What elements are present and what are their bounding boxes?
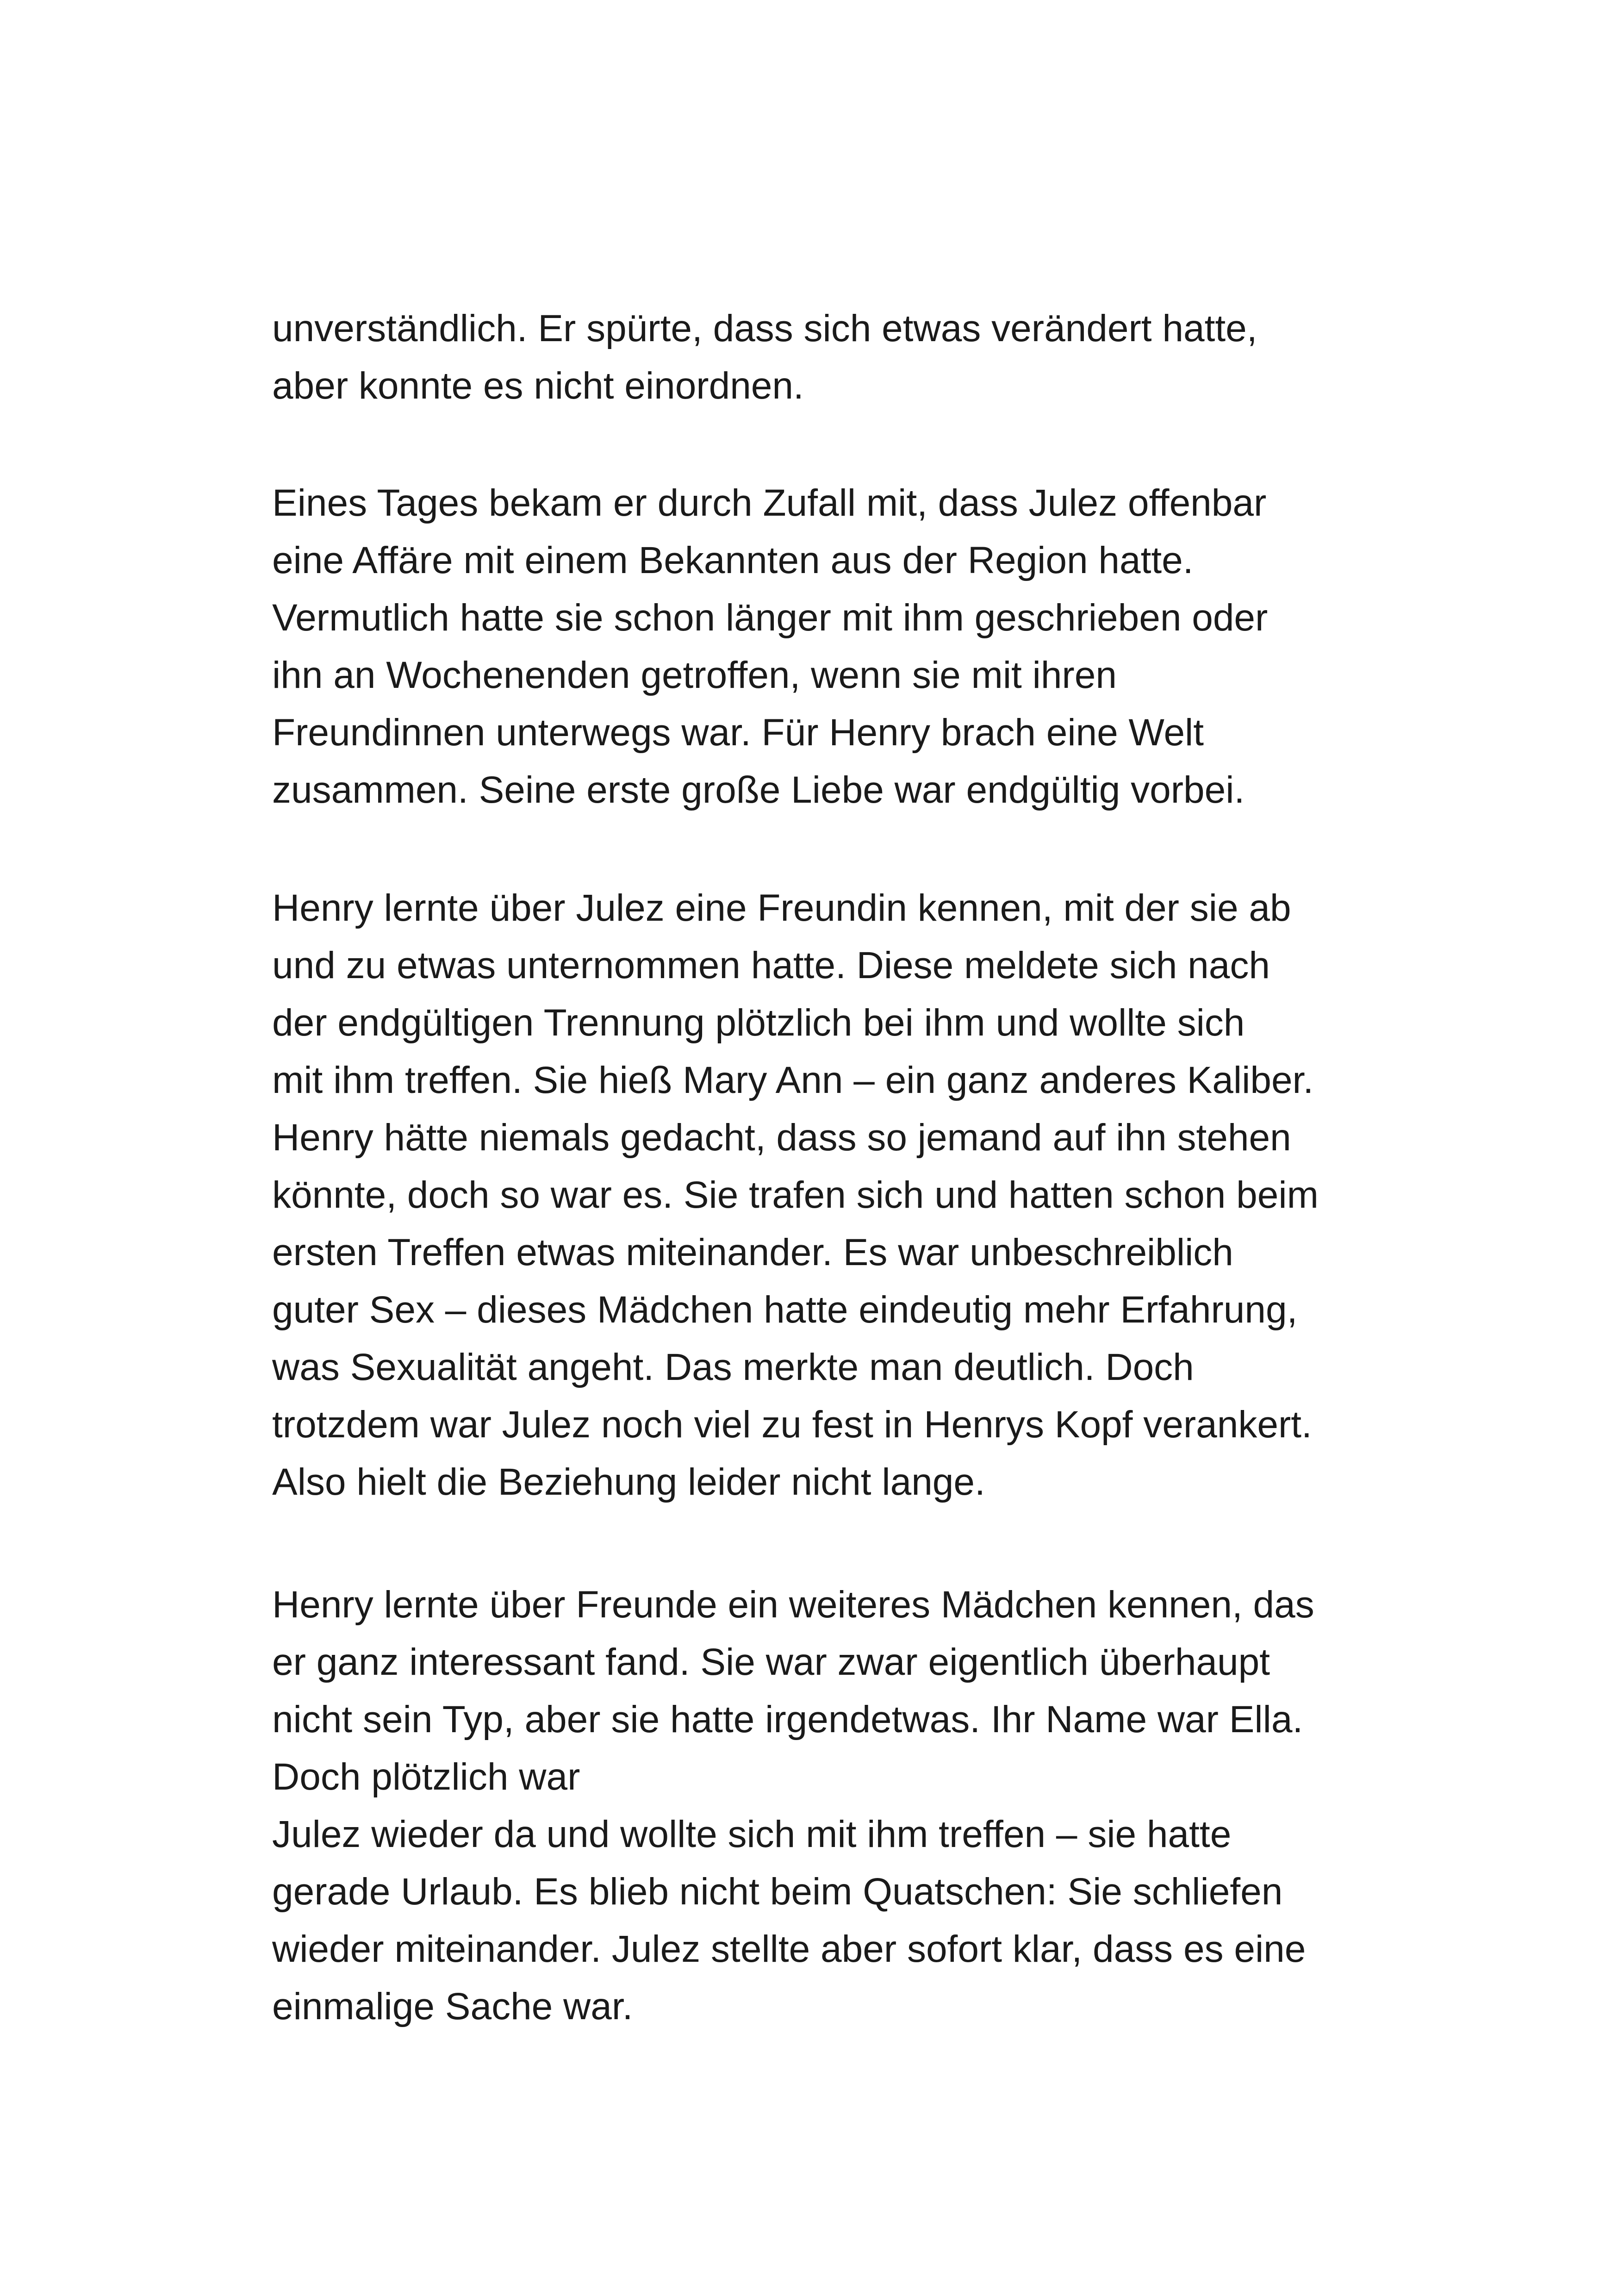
paragraph-1 xyxy=(272,300,1392,415)
text-line: eine Affäre mit einem Bekannten aus der Region hatte. xyxy=(272,539,1194,581)
paragraph-3 xyxy=(272,880,1392,1511)
text-line: und zu etwas unternommen hatte. Diese meldete sich nach xyxy=(272,944,1270,986)
text-line: Doch plötzlich war xyxy=(272,1756,580,1798)
text-line: nicht sein Typ, aber sie hatte irgendetwas. Ihr Name war Ella. xyxy=(272,1698,1303,1741)
text-line: Henry lernte über Julez eine Freundin kennen, mit der sie ab xyxy=(272,887,1291,929)
text-line: guter Sex – dieses Mädchen hatte eindeutig mehr Erfahrung, xyxy=(272,1289,1298,1331)
paragraph-4 xyxy=(272,1576,1392,2035)
text-line: mit ihm treffen. Sie hieß Mary Ann – ein ganz anderes Kaliber. xyxy=(272,1059,1314,1101)
text-line: Also hielt die Beziehung leider nicht lange. xyxy=(272,1461,985,1503)
text-line: er ganz interessant fand. Sie war zwar eigentlich überhaupt xyxy=(272,1641,1270,1683)
text-line: Henry hätte niemals gedacht, dass so jemand auf ihn stehen xyxy=(272,1117,1291,1159)
text-line: einmalige Sache war. xyxy=(272,1985,633,2028)
text-line: der endgültigen Trennung plötzlich bei ihm und wollte sich xyxy=(272,1002,1245,1044)
text-line: ihn an Wochenenden getroffen, wenn sie mit ihren xyxy=(272,654,1117,696)
text-line: Eines Tages bekam er durch Zufall mit, dass Julez offenbar xyxy=(272,482,1267,524)
text-line: Henry lernte über Freunde ein weiteres Mädchen kennen, das xyxy=(272,1584,1314,1626)
text-line: wieder miteinander. Julez stellte aber sofort klar, dass es eine xyxy=(272,1928,1306,1970)
text-line: zusammen. Seine erste große Liebe war endgültig vorbei. xyxy=(272,769,1245,811)
text-line: Vermutlich hatte sie schon länger mit ihm geschrieben oder xyxy=(272,597,1268,639)
paragraph-2 xyxy=(272,474,1392,819)
text-line: unverständlich. Er spürte, dass sich etwas verändert hatte, xyxy=(272,307,1257,349)
text-line: Julez wieder da und wollte sich mit ihm treffen – sie hatte xyxy=(272,1813,1232,1855)
text-line: aber konnte es nicht einordnen. xyxy=(272,365,804,407)
text-line: trotzdem war Julez noch viel zu fest in Henrys Kopf verankert. xyxy=(272,1404,1312,1446)
text-line: ersten Treffen etwas miteinander. Es war unbeschreiblich xyxy=(272,1231,1233,1273)
text-line: was Sexualität angeht. Das merkte man deutlich. Doch xyxy=(272,1346,1194,1388)
text-line: könnte, doch so war es. Sie trafen sich und hatten schon beim xyxy=(272,1174,1319,1216)
text-line: gerade Urlaub. Es blieb nicht beim Quatschen: Sie schliefen xyxy=(272,1871,1283,1913)
text-line: Freundinnen unterwegs war. Für Henry brach eine Welt xyxy=(272,711,1204,754)
